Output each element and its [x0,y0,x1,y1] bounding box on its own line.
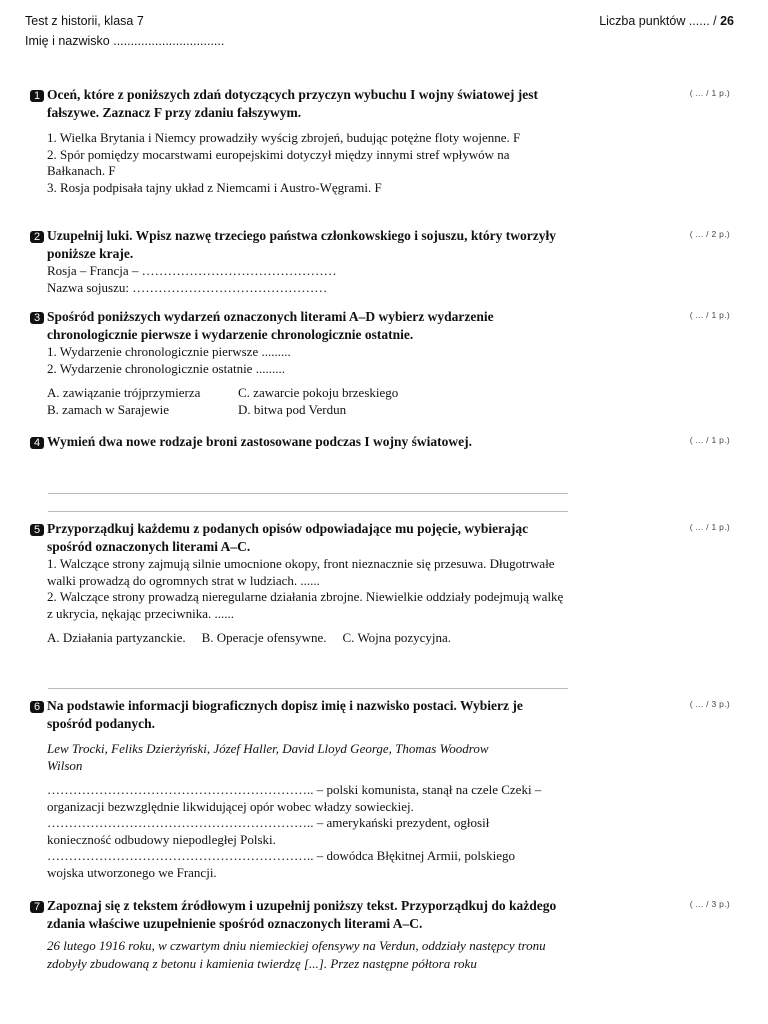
question-7-title [30,897,567,933]
question-2-fill [30,263,567,296]
description: 1. Walczące strony zajmują silnie umocnione okopy, front nieznacznie się przesuwa. Długotrwałe walki prowadzą do ogromnych strat w ludziach. ...... [47,556,555,588]
student-name-line: Imię i nazwisko ................................ [25,34,225,48]
divider [48,688,568,689]
question-number: 6 [30,701,44,713]
answer-line[interactable]: 2. Wydarzenie chronologicznie ostatnie ......... [47,360,285,376]
fill-line[interactable]: Rosja – Francja – ……………………………………… [47,263,337,278]
question-5-points: ( ... / 1 p.) [689,522,730,532]
question-1-points: ( ... / 1 p.) [689,88,730,98]
question-2-points: ( ... / 2 p.) [689,229,730,239]
question-4-text: Wymień dwa nowe rodzaje broni zastosowane podczas I wojny światowej. [47,434,472,449]
question-number: 2 [30,231,44,243]
option: A. zawiązanie trójprzymierza [47,385,201,400]
question-7 [30,897,730,973]
question-6 [30,697,730,881]
biography[interactable]: …………………………………………………….. – dowódca Błękitnej Armii, polskiego wojska utworzonego we Francji. [47,848,515,880]
question-4 [30,433,730,451]
question-number: 3 [30,312,44,324]
question-2 [30,227,730,296]
total-points [599,14,734,28]
question-3-options [47,385,567,418]
question-2-text: Uzupełnij luki. Wpisz nazwę trzeciego państwa członkowskiego i sojuszu, który tworzyły poniższe kraje. [47,228,556,261]
test-title: Test z historii, klasa 7 [25,14,144,28]
option: C. Wojna pozycyjna. [342,630,451,645]
option: D. bitwa pod Verdun [238,401,347,417]
question-6-body [30,741,567,881]
question-1 [30,86,730,196]
question-7-points: ( ... / 3 p.) [689,899,730,909]
points-label: Liczba punktów ...... / [599,14,721,28]
question-4-points: ( ... / 1 p.) [689,435,730,445]
question-5-text: Przyporządkuj każdemu z podanych opisów odpowiadające mu pojęcie, wybierając spośród oznaczonych literami A–C. [47,521,529,554]
answer-line[interactable] [48,511,568,512]
question-number: 4 [30,437,44,449]
question-6-title [30,697,567,733]
question-7-source [30,937,567,973]
question-3-title [30,308,567,344]
question-5-options [47,630,567,647]
question-5 [30,520,730,647]
option: C. zawarcie pokoju brzeskiego [238,385,399,400]
question-5-descriptions [30,556,567,647]
question-4-title [30,433,607,451]
answer-line[interactable] [48,493,568,494]
option: A. Działania partyzanckie. [47,630,186,645]
statement: 3. Rosja podpisała tajny układ z Niemcami i Austro-Węgrami. F [47,179,382,195]
question-1-title [30,86,567,122]
fill-line[interactable]: Nazwa sojuszu: ……………………………………… [47,279,328,295]
question-3 [30,308,730,418]
question-number: 5 [30,524,44,536]
biography[interactable]: …………………………………………………….. – amerykański prezydent, ogłosił konieczność odbudowy niepodległej Polski. [47,815,490,847]
question-number: 7 [30,901,44,913]
description: 2. Walczące strony prowadzą nieregularne działania zbrojne. Niewielkie oddziały podejmują walkę z ukrycia, nękając przeciwnika. ...... [47,589,564,621]
question-number: 1 [30,90,44,102]
statement: 1. Wielka Brytania i Niemcy prowadziły wyścig zbrojeń, budując potężne floty wojenne. F [47,130,521,145]
answer-line[interactable]: 1. Wydarzenie chronologicznie pierwsze ......... [47,344,291,359]
question-2-title [30,227,567,263]
question-1-statements [30,130,567,196]
option: B. zamach w Sarajewie [47,401,170,417]
option: B. Operacje ofensywne. [201,630,327,645]
question-6-points: ( ... / 3 p.) [689,699,730,709]
question-7-text: Zapoznaj się z tekstem źródłowym i uzupełnij poniższy tekst. Przyporządkuj do każdego zdania właściwe uzupełnienie spośród oznaczonych literami A–C. [47,898,557,931]
question-6-text: Na podstawie informacji biograficznych dopisz imię i nazwisko postaci. Wybierz je spośród podanych. [47,698,523,731]
question-1-text: Oceń, które z poniższych zdań dotyczących przyczyn wybuchu I wojny światowej jest fałszywe. Zaznacz F przy zdaniu fałszywym. [47,87,538,120]
question-5-title [30,520,567,556]
statement: 2. Spór pomiędzy mocarstwami europejskimi dotyczył między innymi stref wpływów na Bałkanach. F [47,146,510,178]
points-total: 26 [720,14,734,28]
source-text: 26 lutego 1916 roku, w czwartym dniu niemieckiej ofensywy na Verdun, oddziały następcy tronu zdobyły zbudowaną z betonu i kamienia twierdzę [...]. Przez następne półtora roku [47,938,546,971]
question-3-answers [30,344,567,418]
names-list: Lew Trocki, Feliks Dzierżyński, Józef Haller, David Lloyd George, Thomas Woodrow Wilson [47,741,489,773]
biography[interactable]: …………………………………………………….. – polski komunista, stanął na czele Czeki – organizacji bezwzględnie likwidującej opór wobec władzy sowieckiej. [47,782,542,814]
question-3-points: ( ... / 1 p.) [689,310,730,320]
question-3-text: Spośród poniższych wydarzeń oznaczonych literami A–D wybierz wydarzenie chronologicznie pierwsze i wydarzenie chronologicznie ostatnie. [47,309,494,342]
